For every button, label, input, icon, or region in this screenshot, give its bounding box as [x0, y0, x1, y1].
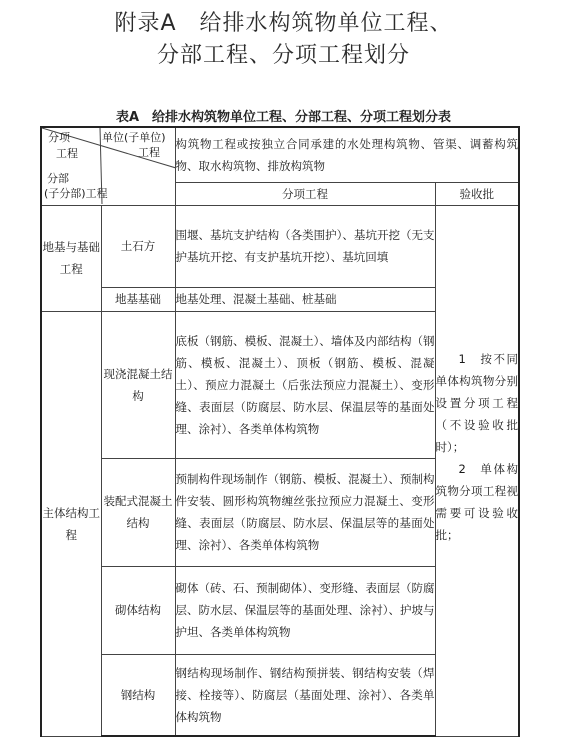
acceptance-note-1: 1 按不同单体构筑物分别设置分项工程（不设验收批时）； [435, 351, 518, 454]
page-title [0, 8, 567, 72]
sub-items-text: 地基处理、混凝土基础、桩基础 [175, 287, 435, 311]
table-caption: 表A 给排水构筑物单位工程、分部工程、分项工程划分表 [115, 110, 452, 125]
division-name: 主体结构工程 [41, 311, 101, 736]
subdivision-name: 土石方 [101, 205, 175, 287]
acceptance-note-2: 2 单体构筑物分项工程视需要可设验收批； [435, 461, 518, 542]
subdivision-name: 砌体结构 [101, 566, 175, 654]
sub-items-text: 围堰、基坑支护结构（各类围护）、基坑开挖（无支护基坑开挖、有支护基坑开挖）、基坑回填 [175, 205, 435, 287]
header-danwei-label: 单位(子单位) [102, 131, 166, 145]
acceptance-column-header: 验收批 [435, 182, 519, 205]
division-table [40, 126, 520, 737]
subdivision-name: 地基基础 [101, 287, 175, 311]
acceptance-notes [435, 205, 519, 736]
header-gongcheng-label-1: 工程 [56, 147, 78, 161]
page-title-line-1: 附录A 给排水构筑物单位工程、 [114, 11, 453, 36]
sub-items-text: 钢结构现场制作、钢结构预拼装、钢结构安装（焊接、栓接等）、防腐层（基面处理、涂衬）、各类单体构筑物 [175, 654, 435, 736]
header-zifenbu-label: (子分部)工程 [44, 187, 108, 201]
subdivision-name: 装配式混凝土结构 [101, 458, 175, 566]
header-fenbu-label: 分部 [47, 172, 69, 186]
sub-items-text: 预制构件现场制作（钢筋、模板、混凝土）、预制构件安装、圆形构筑物缠丝张拉预应力混凝土、变形缝、表面层（防腐层、防水层、保温层等的基面处理、涂衬）、各类单体构筑物 [175, 458, 435, 566]
subdivision-name: 钢结构 [101, 654, 175, 736]
header-fenxiang-label: 分项 [48, 131, 70, 145]
division-name: 地基与基础工程 [41, 205, 101, 311]
sub-items-text: 底板（钢筋、模板、混凝土）、墙体及内部结构（钢筋、模板、混凝土）、顶板（钢筋、模板、混凝土）、预应力混凝土（后张法预应力混凝土）、变形缝、表面层（防腐层、防水层、保温层等的基面处理、涂衬）、各类单体构筑物 [175, 311, 435, 458]
subdivision-name: 现浇混凝土结构 [101, 311, 175, 458]
header-diagonal-cell [41, 127, 175, 205]
sub-items-text: 砌体（砖、石、预制砌体）、变形缝、表面层（防腐层、防水层、保温层等的基面处理、涂衬）、护坡与护坦、各类单体构筑物 [175, 566, 435, 654]
page-title-line-2: 分部工程、分项工程划分 [156, 43, 410, 68]
header-gongcheng-label-2: 工程 [138, 146, 160, 160]
unit-project-description: 构筑物工程或按独立合同承建的水处理构筑物、管渠、调蓄构筑物、取水构筑物、排放构筑物 [175, 127, 519, 182]
sub-items-column-header: 分项工程 [175, 182, 435, 205]
